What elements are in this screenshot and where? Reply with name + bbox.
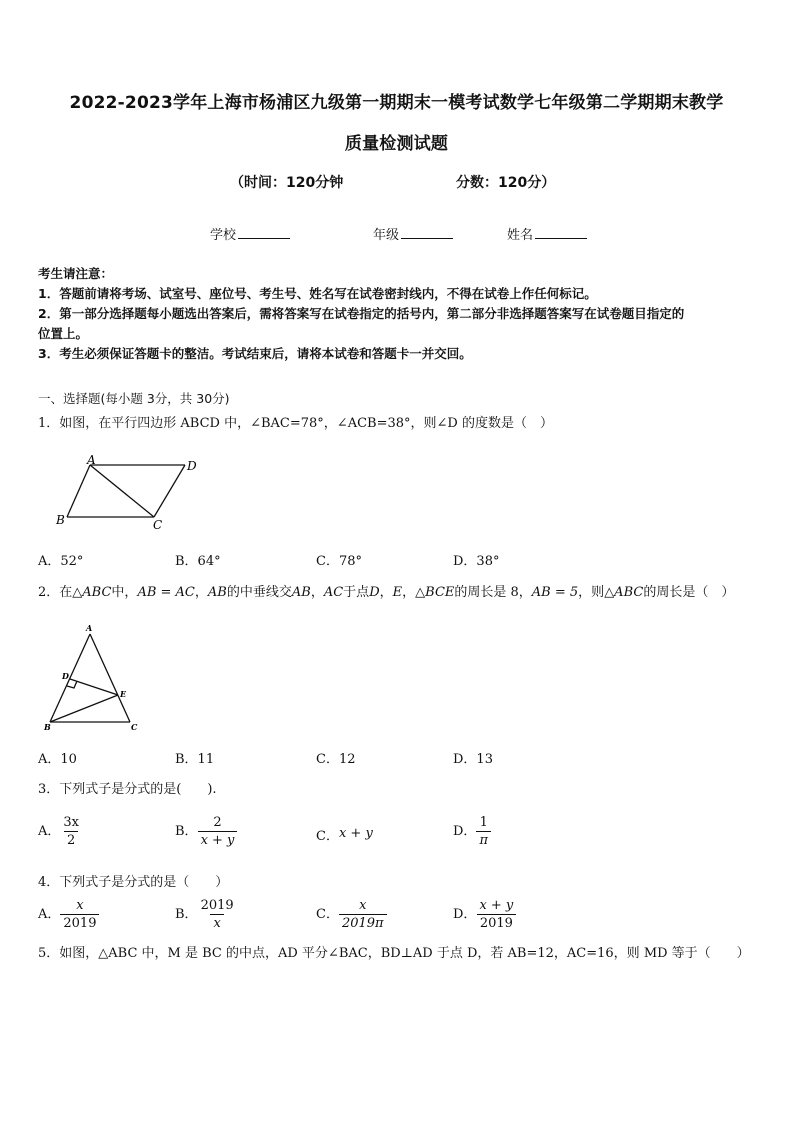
q3-option-d-den: π — [476, 831, 491, 848]
q2-math: AB = 5 — [531, 585, 579, 600]
q4-option-a-fraction — [60, 898, 99, 931]
q4-option-b-prefix: B． — [175, 907, 198, 922]
question-3-stem: 3．下列式子是分式的是( ). — [38, 782, 217, 797]
grade-label: 年级 — [373, 228, 400, 243]
q2-math: △ABC — [72, 585, 112, 600]
q3-option-a[interactable] — [38, 815, 82, 848]
q1-side-dc — [154, 465, 185, 517]
q2-math: AB — [207, 585, 227, 600]
question-4-stem: 4．下列式子是分式的是（ ） — [38, 875, 229, 890]
q4-option-b[interactable] — [175, 898, 237, 931]
notes-block — [38, 264, 763, 364]
q2-math: AC — [323, 585, 344, 600]
q2-text: ， — [402, 585, 416, 600]
q2-label-a: A — [86, 623, 93, 633]
q4-option-c-num: x — [359, 898, 367, 913]
q4-option-d-fraction — [476, 898, 516, 931]
name-blank[interactable] — [535, 226, 587, 239]
notes-item: 1．答题前请将考场、试室号、座位号、考生号、姓名写在试卷密封线内，不得在试卷上作任何标记。 — [38, 286, 597, 301]
q3-option-b-num: 2 — [213, 815, 222, 830]
q2-triangle-figure — [38, 622, 148, 734]
q4-option-d[interactable] — [453, 898, 516, 931]
q2-math: E — [392, 585, 403, 600]
notes-item: 2．第一部分选择题每小题选出答案后，需将答案写在试卷指定的括号内，第二部分非选择题答案写在试卷题目指定的 — [38, 306, 685, 321]
q4-option-c[interactable] — [316, 898, 387, 931]
q1-option-d[interactable]: D．38° — [453, 554, 500, 569]
q4-option-d-den: 2019 — [477, 914, 516, 931]
q2-text: ， — [310, 585, 324, 600]
q3-option-d-fraction — [476, 815, 491, 848]
q2-math: AB = AC — [137, 585, 195, 600]
notes-item: 位置上。 — [38, 326, 89, 341]
q4-option-b-num: 2019 — [200, 898, 234, 913]
grade-field[interactable] — [373, 224, 453, 243]
page-title-line1: 2022-2023学年上海市杨浦区九级第一期期末一模考试数学七年级第二学期期末教学 — [69, 93, 724, 113]
q2-text: 中， — [111, 585, 138, 600]
q4-option-d-prefix: D． — [453, 907, 477, 922]
q4-option-c-fraction — [339, 898, 387, 931]
q4-option-a-den: 2019 — [60, 914, 99, 931]
q1-option-a[interactable]: A．52° — [38, 554, 84, 569]
q3-option-a-den: 2 — [64, 831, 78, 848]
q4-option-c-den: 2019π — [339, 914, 387, 931]
name-field[interactable] — [507, 224, 587, 243]
q2-text: ， — [379, 585, 393, 600]
q2-side-ac — [90, 634, 130, 722]
q3-option-b-den: x + y — [198, 831, 238, 848]
q4-option-c-prefix: C． — [316, 907, 339, 922]
q3-option-b-prefix: B． — [175, 824, 198, 839]
name-label: 姓名 — [507, 228, 534, 243]
q2-option-c[interactable]: C．12 — [316, 752, 356, 767]
q2-math: AB — [291, 585, 311, 600]
q4-option-d-num: x + y — [479, 898, 514, 913]
page-title-line2: 质量检测试题 — [344, 134, 449, 154]
section-heading: 一、选择题(每小题 3分，共 30分) — [38, 391, 230, 406]
question-5-stem: 5．如图，△ABC 中，M 是 BC 的中点，AD 平分∠BAC，BD⊥AD 于点 D，若 AB=12，AC=16，则 MD 等于（ ） — [38, 946, 750, 961]
q4-option-a-num: x — [76, 898, 84, 913]
question-1-stem: 1．如图，在平行四边形 ABCD 中，∠BAC=78°，∠ACB=38°，则∠D 的度数是（ ） — [38, 416, 553, 431]
notes-heading: 考生请注意： — [38, 266, 114, 281]
q1-label-d: D — [187, 459, 197, 473]
q1-option-b[interactable]: B．64° — [175, 554, 221, 569]
q2-label-e: E — [120, 689, 127, 699]
q2-text: ，则 — [578, 585, 605, 600]
q1-parallelogram-figure — [52, 454, 212, 532]
q2-math: △BCE — [415, 585, 455, 600]
school-label: 学校 — [210, 228, 237, 243]
q1-label-c: C — [153, 518, 163, 532]
q2-text: 2．在 — [38, 585, 73, 600]
q1-option-c[interactable]: C．78° — [316, 554, 362, 569]
q3-option-c[interactable] — [316, 825, 373, 844]
school-field[interactable] — [210, 224, 290, 243]
q3-option-a-num: 3x — [63, 815, 79, 830]
q3-option-d[interactable] — [453, 815, 491, 848]
q2-math: D — [369, 585, 380, 600]
school-blank[interactable] — [238, 226, 290, 239]
q2-option-b[interactable]: B．11 — [175, 752, 215, 767]
q2-text: 的周长是（ ） — [643, 585, 735, 600]
q3-option-d-prefix: D． — [453, 824, 477, 839]
q4-option-b-fraction — [198, 898, 237, 931]
q3-option-c-prefix: C． — [316, 829, 339, 844]
q2-label-b: B — [44, 722, 51, 732]
q3-option-a-prefix: A． — [38, 824, 61, 839]
q4-option-b-den: x — [210, 914, 223, 931]
q1-diagonal-ac — [90, 465, 154, 517]
q2-label-c: C — [131, 722, 138, 732]
notes-item: 3．考生必须保证答题卡的整洁。考试结束后，请将本试卷和答题卡一并交回。 — [38, 346, 472, 361]
q2-option-a[interactable]: A．10 — [38, 752, 77, 767]
q2-text: ， — [194, 585, 208, 600]
q2-text: 的周长是 8， — [454, 585, 532, 600]
q2-text: 的中垂线交 — [226, 585, 292, 600]
time-info: （时间：120分钟 — [230, 175, 344, 191]
q2-text: 于点 — [343, 585, 370, 600]
q2-math: △ABC — [604, 585, 644, 600]
q3-option-b[interactable] — [175, 815, 237, 848]
q3-option-a-fraction — [60, 815, 82, 848]
q1-label-b: B — [56, 513, 65, 527]
q2-option-d[interactable]: D．13 — [453, 752, 493, 767]
q4-option-a[interactable] — [38, 898, 99, 931]
score-info: 分数：120分） — [456, 175, 556, 191]
q1-side-ab — [67, 465, 90, 517]
q3-option-c-expr: x + y — [338, 826, 373, 841]
q3-option-b-fraction — [198, 815, 238, 848]
question-2-stem — [38, 583, 763, 603]
grade-blank[interactable] — [401, 226, 453, 239]
q1-label-a: A — [87, 454, 96, 467]
q4-option-a-prefix: A． — [38, 907, 61, 922]
q2-label-d: D — [62, 671, 69, 681]
q3-option-d-num: 1 — [479, 815, 488, 830]
